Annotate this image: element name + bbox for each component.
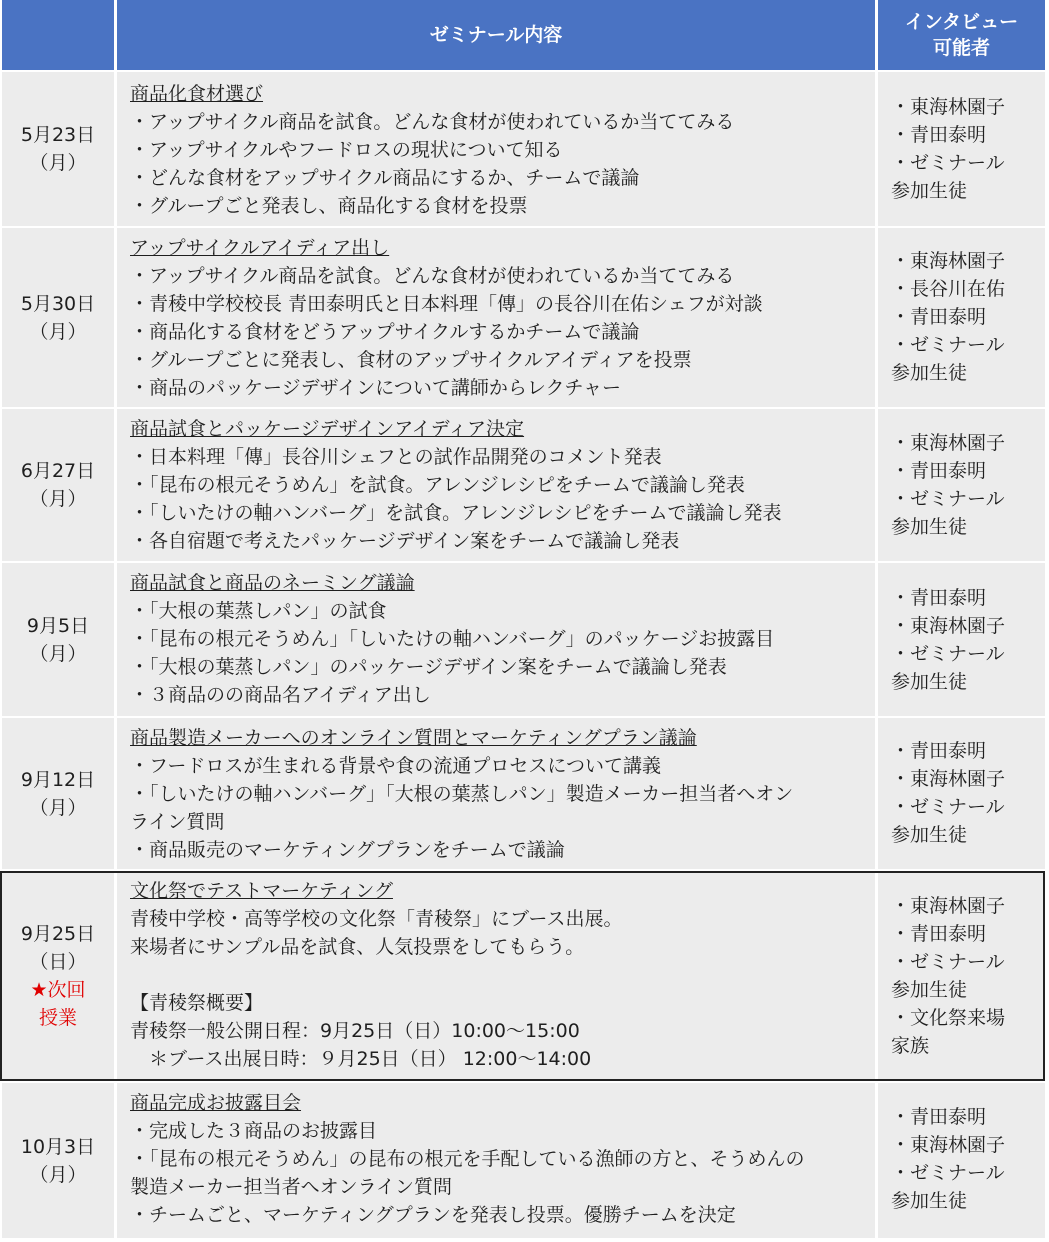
- next-class-badge-2: 授業: [38, 1007, 77, 1029]
- header-content-cell: [117, 0, 875, 70]
- content-line: ・商品化する食材をどうアップサイクルするかチームで議論: [130, 321, 640, 343]
- interviewee: 参加生徒: [891, 979, 968, 1001]
- interviewee: ・ゼミナール: [891, 152, 1005, 174]
- table-row: [0, 718, 1049, 869]
- date-cell: [2, 718, 114, 869]
- content-line: ＊ブース出展日時：９月25日（日） 12:00～14:00: [130, 1048, 592, 1070]
- session-weekday: （月）: [29, 152, 87, 174]
- session-title: 商品試食とパッケージデザインアイディア決定: [130, 418, 525, 440]
- session-weekday: （月）: [29, 320, 87, 343]
- interviewee: ・青田泰明: [891, 587, 987, 609]
- content-cell: [117, 718, 875, 869]
- table-row: [0, 72, 1049, 226]
- interviewee: ・文化祭来場: [891, 1007, 1006, 1029]
- session-title: 商品製造メーカーへのオンライン質問とマーケティングプラン議論: [130, 727, 697, 749]
- interviewee: ・ゼミナール: [891, 951, 1005, 973]
- table-row: [0, 563, 1049, 716]
- date-cell: [2, 563, 114, 716]
- content-line: ・「昆布の根元そうめん」の昆布の根元を手配している漁師の方と、そうめんの: [130, 1148, 805, 1170]
- interviewee: ・ゼミナール: [891, 643, 1005, 665]
- interviewee: ・ゼミナール: [891, 334, 1005, 356]
- interviewee: ・青田泰明: [891, 460, 987, 482]
- interviewee: ・東海林園子: [891, 432, 1006, 454]
- interviewee: ・青田泰明: [891, 740, 987, 762]
- content-line: 製造メーカー担当者へオンライン質問: [130, 1176, 453, 1198]
- interviewee: ・ゼミナール: [891, 796, 1005, 818]
- header-interview-label-2: 可能者: [932, 37, 990, 59]
- date-cell: [2, 72, 114, 226]
- interview-cell: [878, 873, 1045, 1079]
- header-interview-cell: [878, 0, 1045, 70]
- content-line: ・商品販売のマーケティングプランをチームで議論: [130, 839, 565, 861]
- content-line: ・３商品のの商品名アイディア出し: [130, 684, 431, 706]
- content-line: ・アップサイクルやフードロスの現状について知る: [130, 139, 563, 161]
- session-date: 9月5日: [26, 614, 90, 637]
- interviewee: 参加生徒: [891, 180, 968, 202]
- date-cell: [2, 228, 114, 407]
- interviewee: 参加生徒: [891, 671, 968, 693]
- content-line: ・チームごと、マーケティングプランを発表し投票。優勝チームを決定: [130, 1204, 736, 1226]
- content-line: ・「昆布の根元そうめん」を試食。アレンジレシピをチームで議論し発表: [130, 474, 745, 496]
- content-line: 青稜中学校・高等学校の文化祭「青稜祭」にブース出展。: [130, 908, 623, 930]
- interviewee: ・東海林園子: [891, 96, 1006, 118]
- content-line: 青稜祭一般公開日程：9月25日（日）10:00～15:00: [130, 1020, 580, 1042]
- interview-cell: [878, 563, 1045, 716]
- content-cell: [117, 72, 875, 226]
- content-line: ・青稜中学校校長 青田泰明氏と日本料理「傳」の長谷川在佑シェフが対談: [130, 293, 763, 315]
- content-cell: [117, 228, 875, 407]
- content-line: ・「昆布の根元そうめん」「しいたけの軸ハンバーグ」のパッケージお披露目: [130, 628, 775, 650]
- content-line: 【青稜祭概要】: [130, 992, 264, 1014]
- interview-cell: [878, 1083, 1045, 1238]
- interviewee: ・ゼミナール: [891, 488, 1005, 510]
- content-cell: [117, 1083, 875, 1238]
- content-line: ・「大根の葉蒸しパン」の試食: [130, 600, 387, 622]
- session-title: 商品完成お披露目会: [130, 1092, 302, 1114]
- table-row: [0, 1083, 1049, 1238]
- header-content-label: ゼミナール内容: [429, 24, 563, 46]
- session-weekday: （日）: [29, 951, 87, 973]
- interviewee: ・長谷川在佑: [891, 278, 1006, 300]
- next-class-badge: ★次回: [30, 979, 86, 1001]
- date-cell: [2, 409, 114, 561]
- header-date-cell: [2, 0, 114, 70]
- content-line: ・完成した３商品のお披露目: [130, 1120, 378, 1142]
- content-line: ・グループごとに発表し、食材のアップサイクルアイディアを投票: [130, 349, 692, 371]
- interviewee: 参加生徒: [891, 824, 968, 846]
- content-line: 来場者にサンプル品を試食、人気投票をしてもらう。: [130, 936, 585, 958]
- table-header: [0, 0, 1049, 70]
- interviewee: ・東海林園子: [891, 250, 1006, 272]
- content-line: ・フードロスが生まれる背景や食の流通プロセスについて講義: [130, 755, 662, 777]
- session-date: 5月23日: [20, 124, 96, 146]
- interviewee: ・青田泰明: [891, 124, 987, 146]
- content-line: ・アップサイクル商品を試食。どんな食材が使われているか当ててみる: [130, 111, 735, 133]
- blank-line: [130, 961, 865, 989]
- session-title: アップサイクルアイディア出し: [130, 237, 390, 259]
- interviewee: ・青田泰明: [891, 923, 987, 945]
- interviewee: 家族: [891, 1035, 930, 1057]
- content-cell: [117, 409, 875, 561]
- interviewee: 参加生徒: [891, 362, 968, 384]
- interview-cell: [878, 72, 1045, 226]
- content-line: ・「しいたけの軸ハンバーグ」を試食。アレンジレシピをチームで議論し発表: [130, 502, 782, 524]
- session-title: 商品化食材選び: [130, 83, 264, 105]
- session-title: 文化祭でテストマーケティング: [130, 880, 393, 902]
- interviewee: 参加生徒: [891, 1190, 968, 1212]
- table-row: [0, 409, 1049, 561]
- content-cell: [117, 873, 875, 1079]
- session-weekday: （月）: [29, 1163, 87, 1186]
- session-title: 商品試食と商品のネーミング議論: [130, 572, 415, 594]
- table-row-next-session: [0, 873, 1049, 1079]
- date-cell: [2, 1083, 114, 1238]
- content-line: ・各自宿題で考えたパッケージデザイン案をチームで議論し発表: [130, 530, 680, 552]
- interview-cell: [878, 228, 1045, 407]
- interviewee: ・東海林園子: [891, 768, 1006, 790]
- content-line: ・グループごと発表し、商品化する食材を投票: [130, 195, 528, 217]
- content-line: ・「しいたけの軸ハンバーグ」「大根の葉蒸しパン」製造メーカー担当者へオン: [130, 783, 794, 805]
- interviewee: ・東海林園子: [891, 1134, 1006, 1156]
- interviewee: ・東海林園子: [891, 895, 1006, 917]
- content-line: ・商品のパッケージデザインについて講師からレクチャー: [130, 377, 621, 399]
- content-line: ・「大根の葉蒸しパン」のパッケージデザイン案をチームで議論し発表: [130, 656, 727, 678]
- table-row: [0, 228, 1049, 407]
- session-date: 9月12日: [20, 768, 96, 791]
- interviewee: ・東海林園子: [891, 615, 1006, 637]
- interviewee: ・青田泰明: [891, 1106, 987, 1128]
- content-line: ・アップサイクル商品を試食。どんな食材が使われているか当ててみる: [130, 265, 735, 287]
- interviewee: 参加生徒: [891, 516, 968, 538]
- session-date: 10月3日: [20, 1135, 96, 1158]
- content-cell: [117, 563, 875, 716]
- interviewee: ・ゼミナール: [891, 1162, 1005, 1184]
- content-line: ・日本料理「傳」長谷川シェフとの試作品開発のコメント発表: [130, 446, 662, 468]
- session-weekday: （月）: [29, 488, 87, 510]
- content-line: ・どんな食材をアップサイクル商品にするか、チームで議論: [130, 167, 640, 189]
- content-line: ライン質問: [130, 811, 225, 833]
- session-date: 9月25日: [20, 923, 96, 945]
- interview-cell: [878, 718, 1045, 869]
- session-weekday: （月）: [29, 642, 87, 665]
- session-date: 6月27日: [20, 460, 96, 482]
- interview-cell: [878, 409, 1045, 561]
- date-cell: [2, 873, 114, 1079]
- session-weekday: （月）: [29, 796, 87, 819]
- header-interview-label: インタビュー: [904, 11, 1019, 33]
- interviewee: ・青田泰明: [891, 306, 987, 328]
- session-date: 5月30日: [20, 292, 96, 315]
